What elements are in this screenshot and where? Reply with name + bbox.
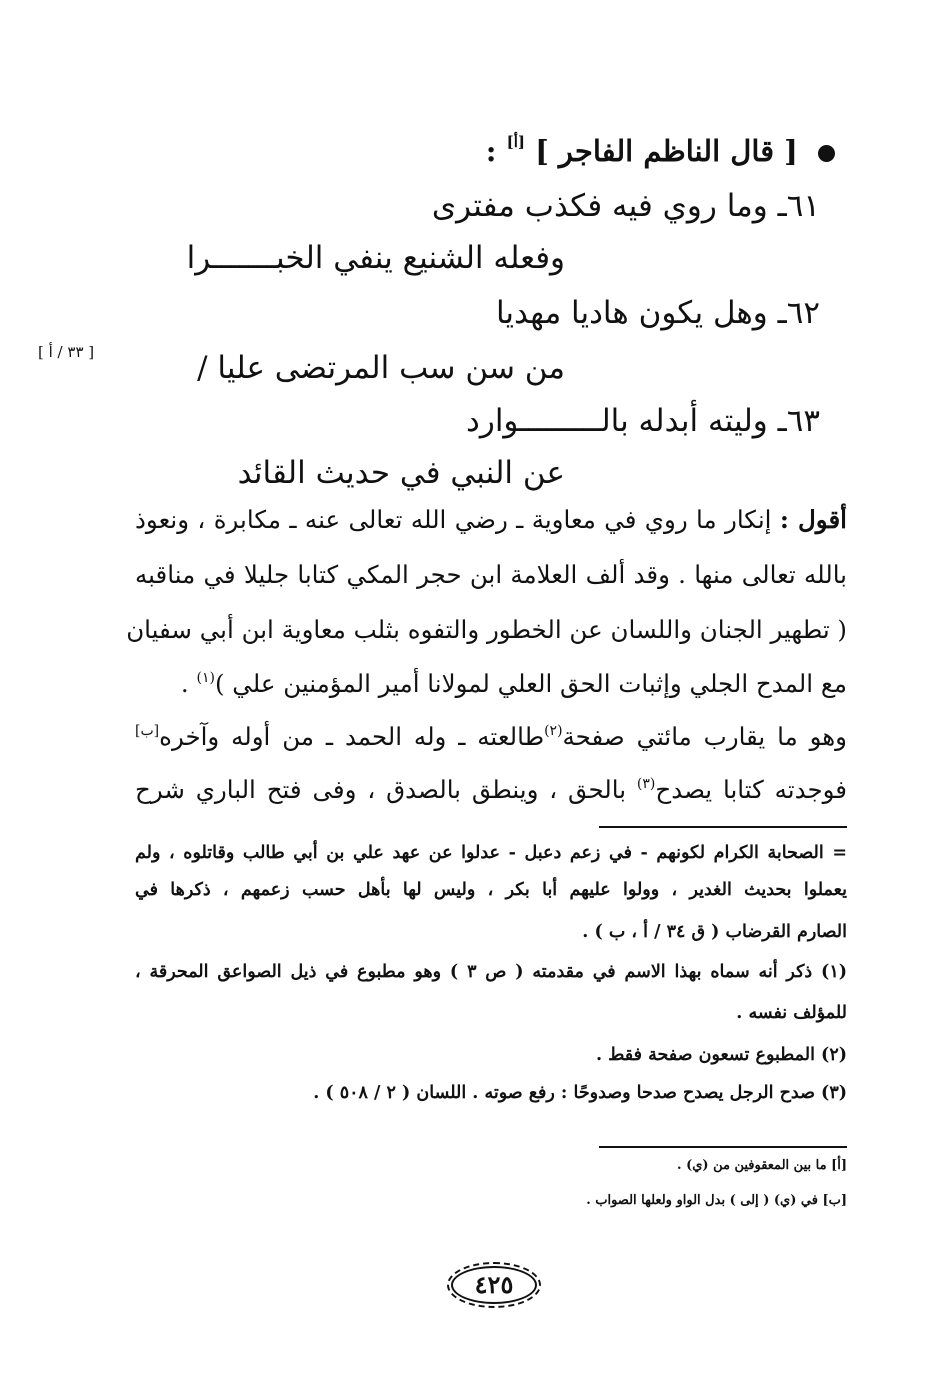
verse-63-second: عن النبي في حديث القائد — [237, 455, 565, 491]
footnote-ref-1[interactable]: (١) — [196, 670, 215, 686]
prose-line-5 — [135, 722, 847, 751]
prose-line-6 — [135, 775, 847, 804]
bullet-icon — [818, 145, 835, 162]
footnote-1-line-2: للمؤلف نفسه . — [736, 1003, 847, 1023]
heading-colon: : — [485, 134, 497, 168]
prose-line-2: بالله تعالى منها . وقد ألف العلامة ابن حجر المكي كتابا جليلا في مناقبه — [135, 560, 847, 589]
prose-line-6-text-b: بالحق ، وينطق بالصدق ، وفى فتح الباري شرح — [135, 775, 637, 804]
prose-line-3: ( تطهير الجنان واللسان عن الخطور والتفوه بثلب معاوية ابن أبي سفيان — [126, 615, 847, 644]
footnote-2: (٢) المطبوع تسعون صفحة فقط . — [596, 1045, 847, 1065]
verse-61-first: ٦١ـ وما روي فيه فكذب مفترى — [431, 188, 820, 224]
section-heading — [486, 133, 835, 168]
manuscript-folio-marker: [ ٣٣ / أ ] — [38, 343, 95, 361]
prose-line-5-text-a: وهو ما يقارب مائتي صفحة — [562, 722, 847, 751]
prose-line-4 — [135, 669, 847, 698]
prose-line-4-text: مع المدح الجلي وإثبات الحق العلي لمولانا أمير المؤمنين علي ) — [214, 669, 847, 698]
prose-line-4-end: . — [180, 669, 197, 698]
footnote-continuation-3: الصارم القرضاب ( ق ٣٤ / أ ، ب ) . — [582, 922, 847, 942]
page-number: ٤٢٥ — [447, 1262, 541, 1308]
editor-notes-divider — [599, 1146, 847, 1148]
heading-text: [ قال الناظم الفاجر ] — [535, 134, 798, 168]
verse-61-second: وفعله الشنيع ينفي الخبـــــــرا — [186, 240, 565, 276]
verse-63-first: ٦٣ـ وليته أبدله بالـــــــــوارد — [466, 403, 820, 439]
prose-lead-word: أقول : — [779, 505, 847, 534]
editor-note-b: [ب] في (ي) ( إلى ) بدل الواو ولعلها الصواب . — [586, 1193, 847, 1208]
prose-line-6-text-a: فوجدته كتابا يصدح — [655, 775, 847, 804]
editor-note-a: [أ] ما بين المعقوفين من (ي) . — [677, 1158, 847, 1173]
verse-62-second: من سن سب المرتضى عليا / — [197, 350, 565, 386]
prose-line-1 — [135, 505, 847, 534]
footnote-1-line-1: (١) ذكر أنه سماه بهذا الاسم في مقدمته ( ص ٣ ) وهو مطبوع في ذيل الصواعق المحرقة ، — [135, 962, 847, 982]
footnote-divider — [599, 826, 847, 828]
footnote-continuation-2: يعملوا بحديث الغدير ، وولوا عليهم أبا بكر ، وليس لها بأهل حسب زعمهم ، ذكرها في — [135, 880, 847, 900]
editor-note-ref-b[interactable]: [ب] — [135, 723, 160, 739]
heading-note-marker: [أ] — [506, 133, 525, 151]
prose-line-5-text-b: طالعته ـ وله الحمد ـ من أوله وآخره — [159, 722, 545, 751]
verse-62-first: ٦٢ـ وهل يكون هاديا مهديا — [495, 295, 820, 331]
footnote-continuation-1: = الصحابة الكرام لكونهم - في زعم دعبل - عدلوا عن عهد علي بن أبي طالب وقاتلوه ، ولم — [135, 843, 847, 863]
prose-line-1-text: إنكار ما روي في معاوية ـ رضي الله تعالى عنه ـ مكابرة ، ونعوذ — [135, 505, 780, 534]
footnote-3: (٣) صدح الرجل يصدح صدحا وصدوحًا : رفع صوته . اللسان ( ٢ / ٥٠٨ ) . — [313, 1083, 847, 1103]
footnote-ref-2[interactable]: (٢) — [544, 723, 563, 739]
footnote-ref-3[interactable]: (٣) — [636, 776, 656, 792]
